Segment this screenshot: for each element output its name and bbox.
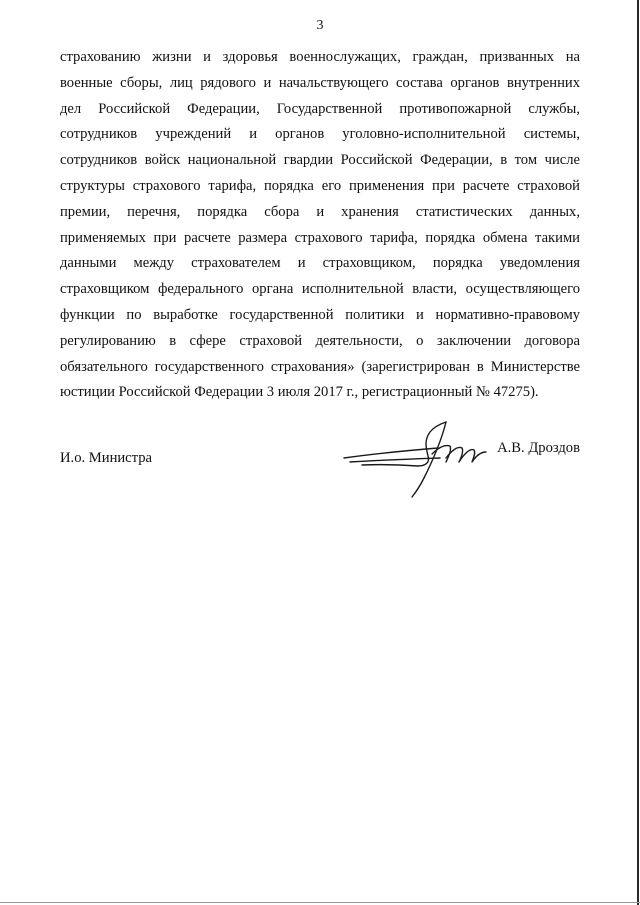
body-line: применяемых при расчете размера страхового тарифа, порядка обмена такими (60, 229, 580, 246)
body-line: обязательного государственного страхования» (зарегистрирован в Министерстве (60, 358, 580, 375)
body-line: страхованию жизни и здоровья военнослужащих, граждан, призванных на (60, 49, 580, 65)
body-line: данными между страхователем и страховщиком, порядка уведомления (60, 255, 580, 272)
body-line: сотрудников учреждений и органов уголовно-исполнительной системы, (60, 126, 580, 143)
body-line: юстиции Российской Федерации 3 июля 2017 г., регистрационный № 47275). (60, 384, 539, 401)
document-body (60, 45, 580, 406)
scan-edge-right (637, 0, 639, 905)
body-line: дел Российской Федерации, Государственной противопожарной службы, (60, 100, 580, 117)
body-line: страховщиком федерального органа исполнительной власти, осуществляющего (60, 281, 580, 298)
signer-name: А.В. Дроздов (497, 440, 580, 456)
body-line: регулированию в сфере страховой деятельности, о заключении договора (60, 332, 580, 349)
body-line: сотрудников войск национальной гвардии Российской Федерации, в том числе (60, 152, 580, 169)
scan-edge-bottom (0, 902, 640, 903)
handwritten-signature (342, 418, 502, 498)
page-number: 3 (316, 18, 324, 33)
body-line: военные сборы, лиц рядового и начальствующего состава органов внутренних (60, 74, 580, 91)
body-line: функции по выработке государственной политики и нормативно-правовому (60, 306, 580, 323)
signature-block (60, 440, 580, 500)
body-line: премии, перечня, порядка сбора и хранения статистических данных, (60, 203, 580, 220)
signer-title: И.о. Министра (60, 450, 152, 466)
body-line: структуры страхового тарифа, порядка его применения при расчете страховой (60, 177, 580, 194)
